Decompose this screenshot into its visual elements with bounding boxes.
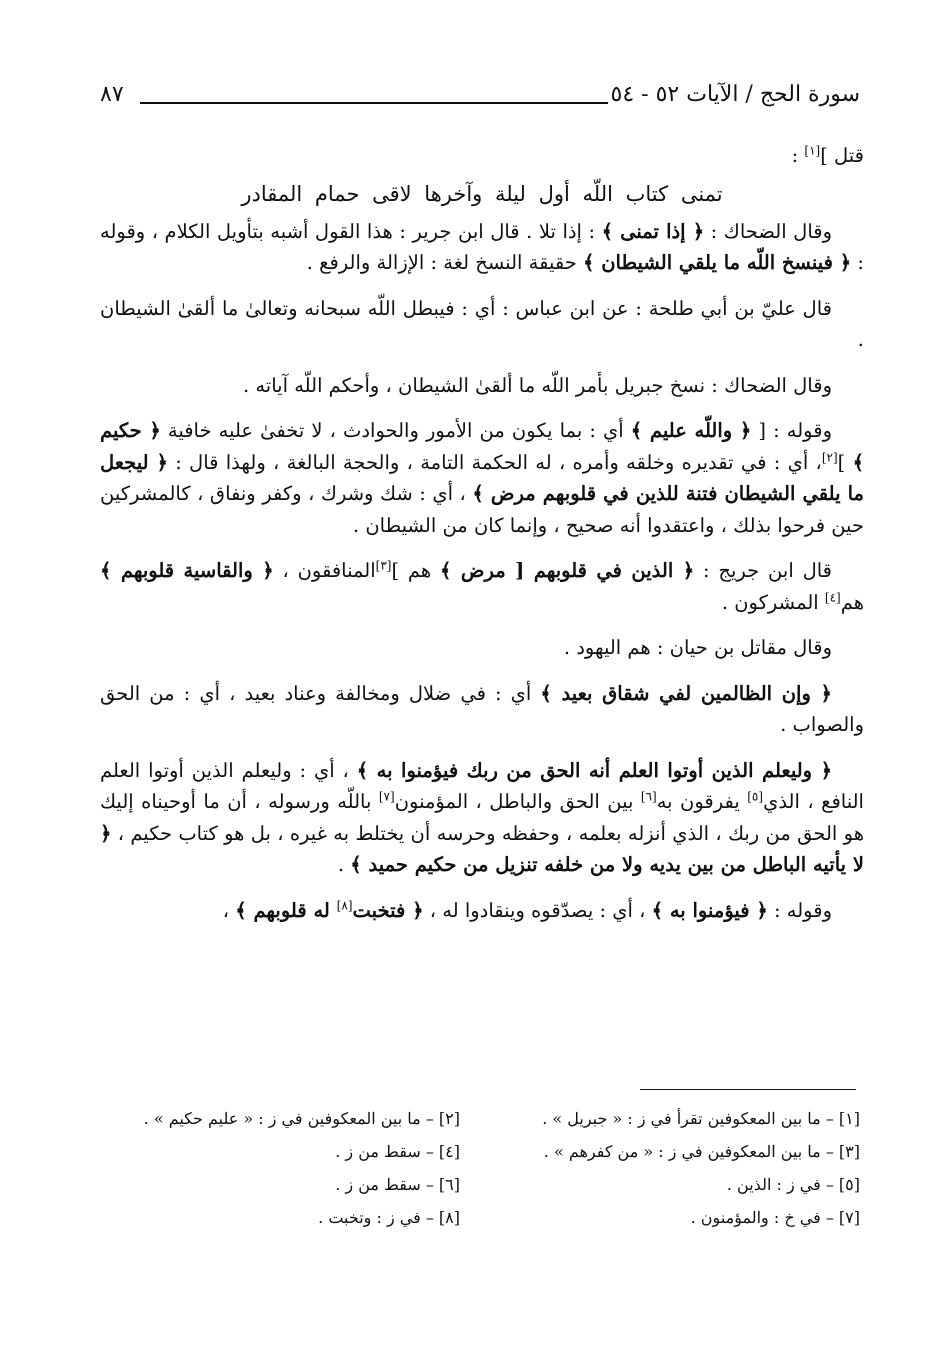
page-number: ٨٧ [100,82,124,107]
text-run: بين الحق والباطل ، المؤمنون [394,790,641,813]
text-run: أي : في ضلال ومخالفة وعناد بعيد ، أي : من الحق والصواب . [100,681,864,736]
footnote-item: [٣] – ما بين المعكوفين في ز : « من كفرهم » . [543,1142,860,1161]
text-run: ، [222,898,236,922]
footnote-item: [٦] – سقط من ز . [335,1175,460,1194]
text-run: هم [840,590,864,614]
paragraph-6 [100,555,864,618]
paragraph-4: وقال الضحاك : نسخ جبريل بأمر اللّه ما ألقىٰ الشيطان ، وأحكم اللّه آياته . [242,373,832,397]
text-run: ، أي : وليعلم الذين أوتوا العلم النافع ، الذي [100,758,864,813]
paragraph-5 [100,415,864,541]
text-run: باللّه ورسوله ، أن ما أوحيناه إليك هو الحق من ربك ، الذي أنزله بعلمه ، وحفظه وحرسه أن يختلط به غيره ، بل هو كتاب حكيم ، [100,790,864,845]
text-run: ، أي : في تقديره وخلقه وأمره ، له الحكمة التامة ، والحجة البالغة ، ولهذا قال : [167,450,822,474]
paragraph-9 [100,755,864,881]
footnote-ref: [٢] [821,450,838,464]
footnote-ref: [٨] [336,898,353,912]
quran-quote: ﴿ وإن الظالمين لفي شقاق بعيد ﴾ [540,681,832,705]
quran-quote: ﴿ وليعلم الذين أوتوا العلم أنه الحق من ربك فيؤمنوا به ﴾ [356,758,832,782]
poetry-verse: تمنى كتاب اللّه أول ليلة وآخرها لاقى حمام المقادر [241,181,723,206]
text-run: : إذا تلا . قال ابن جرير : هذا القول أشبه بتأويل الكلام ، وقوله : [100,219,864,274]
paragraph-2 [100,216,864,279]
footnote-ref: [٤] [824,590,841,604]
text-run: قال ابن جريج : [694,559,833,582]
footnote-ref: [١] [804,143,821,158]
text-run: وقال الضحاك : [704,219,833,243]
text-run: المنافقون ، [273,559,376,582]
footnote-ref: [٥] [747,789,764,804]
header-rule [140,102,608,104]
footnote-item: [٤] – سقط من ز . [335,1142,460,1161]
quran-quote: ﴿ فينسخ اللّه ما يلقي الشيطان ﴾ [583,251,852,274]
quran-quote: ﴿ الذين في قلوبهم [ مرض ﴾ [440,559,695,582]
quran-quote: ﴿ لا يأتيه الباطل من بين يديه ولا من خلفه تنزيل من حكيم حميد ﴾ [100,821,864,876]
footnote-item: [٨] – في ز : وتخبت . [318,1208,460,1227]
page-header [100,78,860,118]
footnote-ref: [٣] [375,558,392,573]
running-title: سورة الحج / الآيات ٥٢ - ٥٤ [610,82,860,107]
text-run: وقوله : [767,898,832,922]
quran-quote: ﴿ والقاسية قلوبهم ﴾ [100,559,274,582]
quran-quote: ﴿ إذا تمنى ﴾ [601,219,705,243]
paragraph-7: وقال مقاتل بن حيان : هم اليهود . [563,636,832,659]
footnotes [100,1104,860,1232]
quran-quote: ﴿ فيؤمنوا به ﴾ [651,898,768,922]
paragraph-3: قال عليّ بن أبي طلحة : عن ابن عباس : أي : فيبطل اللّه سبحانه وتعالىٰ ما ألقىٰ الشيطان . [100,296,864,351]
footnote-item: [٢] – ما بين المعكوفين في ز : « عليم حكيم » . [143,1109,460,1128]
quran-quote: ﴿ حكيم ﴾ [100,419,865,474]
text-run: . [337,853,351,876]
text-run: ] [837,450,853,474]
footnote-separator [640,1089,856,1090]
text-run: قتل ] [820,144,864,167]
text-run: هم ] [391,559,441,582]
quran-quote: ﴿ فتخبت [352,898,424,922]
text-run: : [791,144,805,167]
footnote-item: [٧] – في خ : والمؤمنون . [690,1208,860,1227]
page-body [100,140,864,940]
text-run: ، أي : يصدّقوه وينقادوا له ، [423,898,652,922]
text-run: المشركون . [721,590,825,614]
quran-quote: ﴿ ليجعل ما يلقي الشيطان فتنة للذين في قلوبهم مرض ﴾ [100,450,864,505]
paragraph-10 [100,895,864,927]
footnote-ref: [٧] [378,789,395,804]
text-run: يفرقون به [656,790,748,813]
paragraph-8 [100,678,864,741]
text-run: ، أي : شك وشرك ، وكفر ونفاق ، كالمشركين حين فرحوا بذلك ، واعتقدوا أنه صحيح ، وإنما كان من الشيطان . [100,482,864,537]
text-run: حقيقة النسخ لغة : الإزالة والرفع . [306,251,583,274]
paragraph-1 [100,140,864,172]
text-run: أي : بما يكون من الأمور والحوادث ، لا تخفىٰ عليه خافية [160,419,631,442]
quran-quote: له قلوبهم ﴾ [235,898,337,922]
quran-quote: ﴿ واللّه عليم ﴾ [630,419,752,442]
footnote-ref: [٦] [640,789,657,804]
text-run: وقوله : [ [751,419,832,442]
footnote-item: [١] – ما بين المعكوفين تقرأ في ز : « جبريل » . [542,1109,860,1128]
footnote-item: [٥] – في ز : الذين . [726,1175,860,1194]
